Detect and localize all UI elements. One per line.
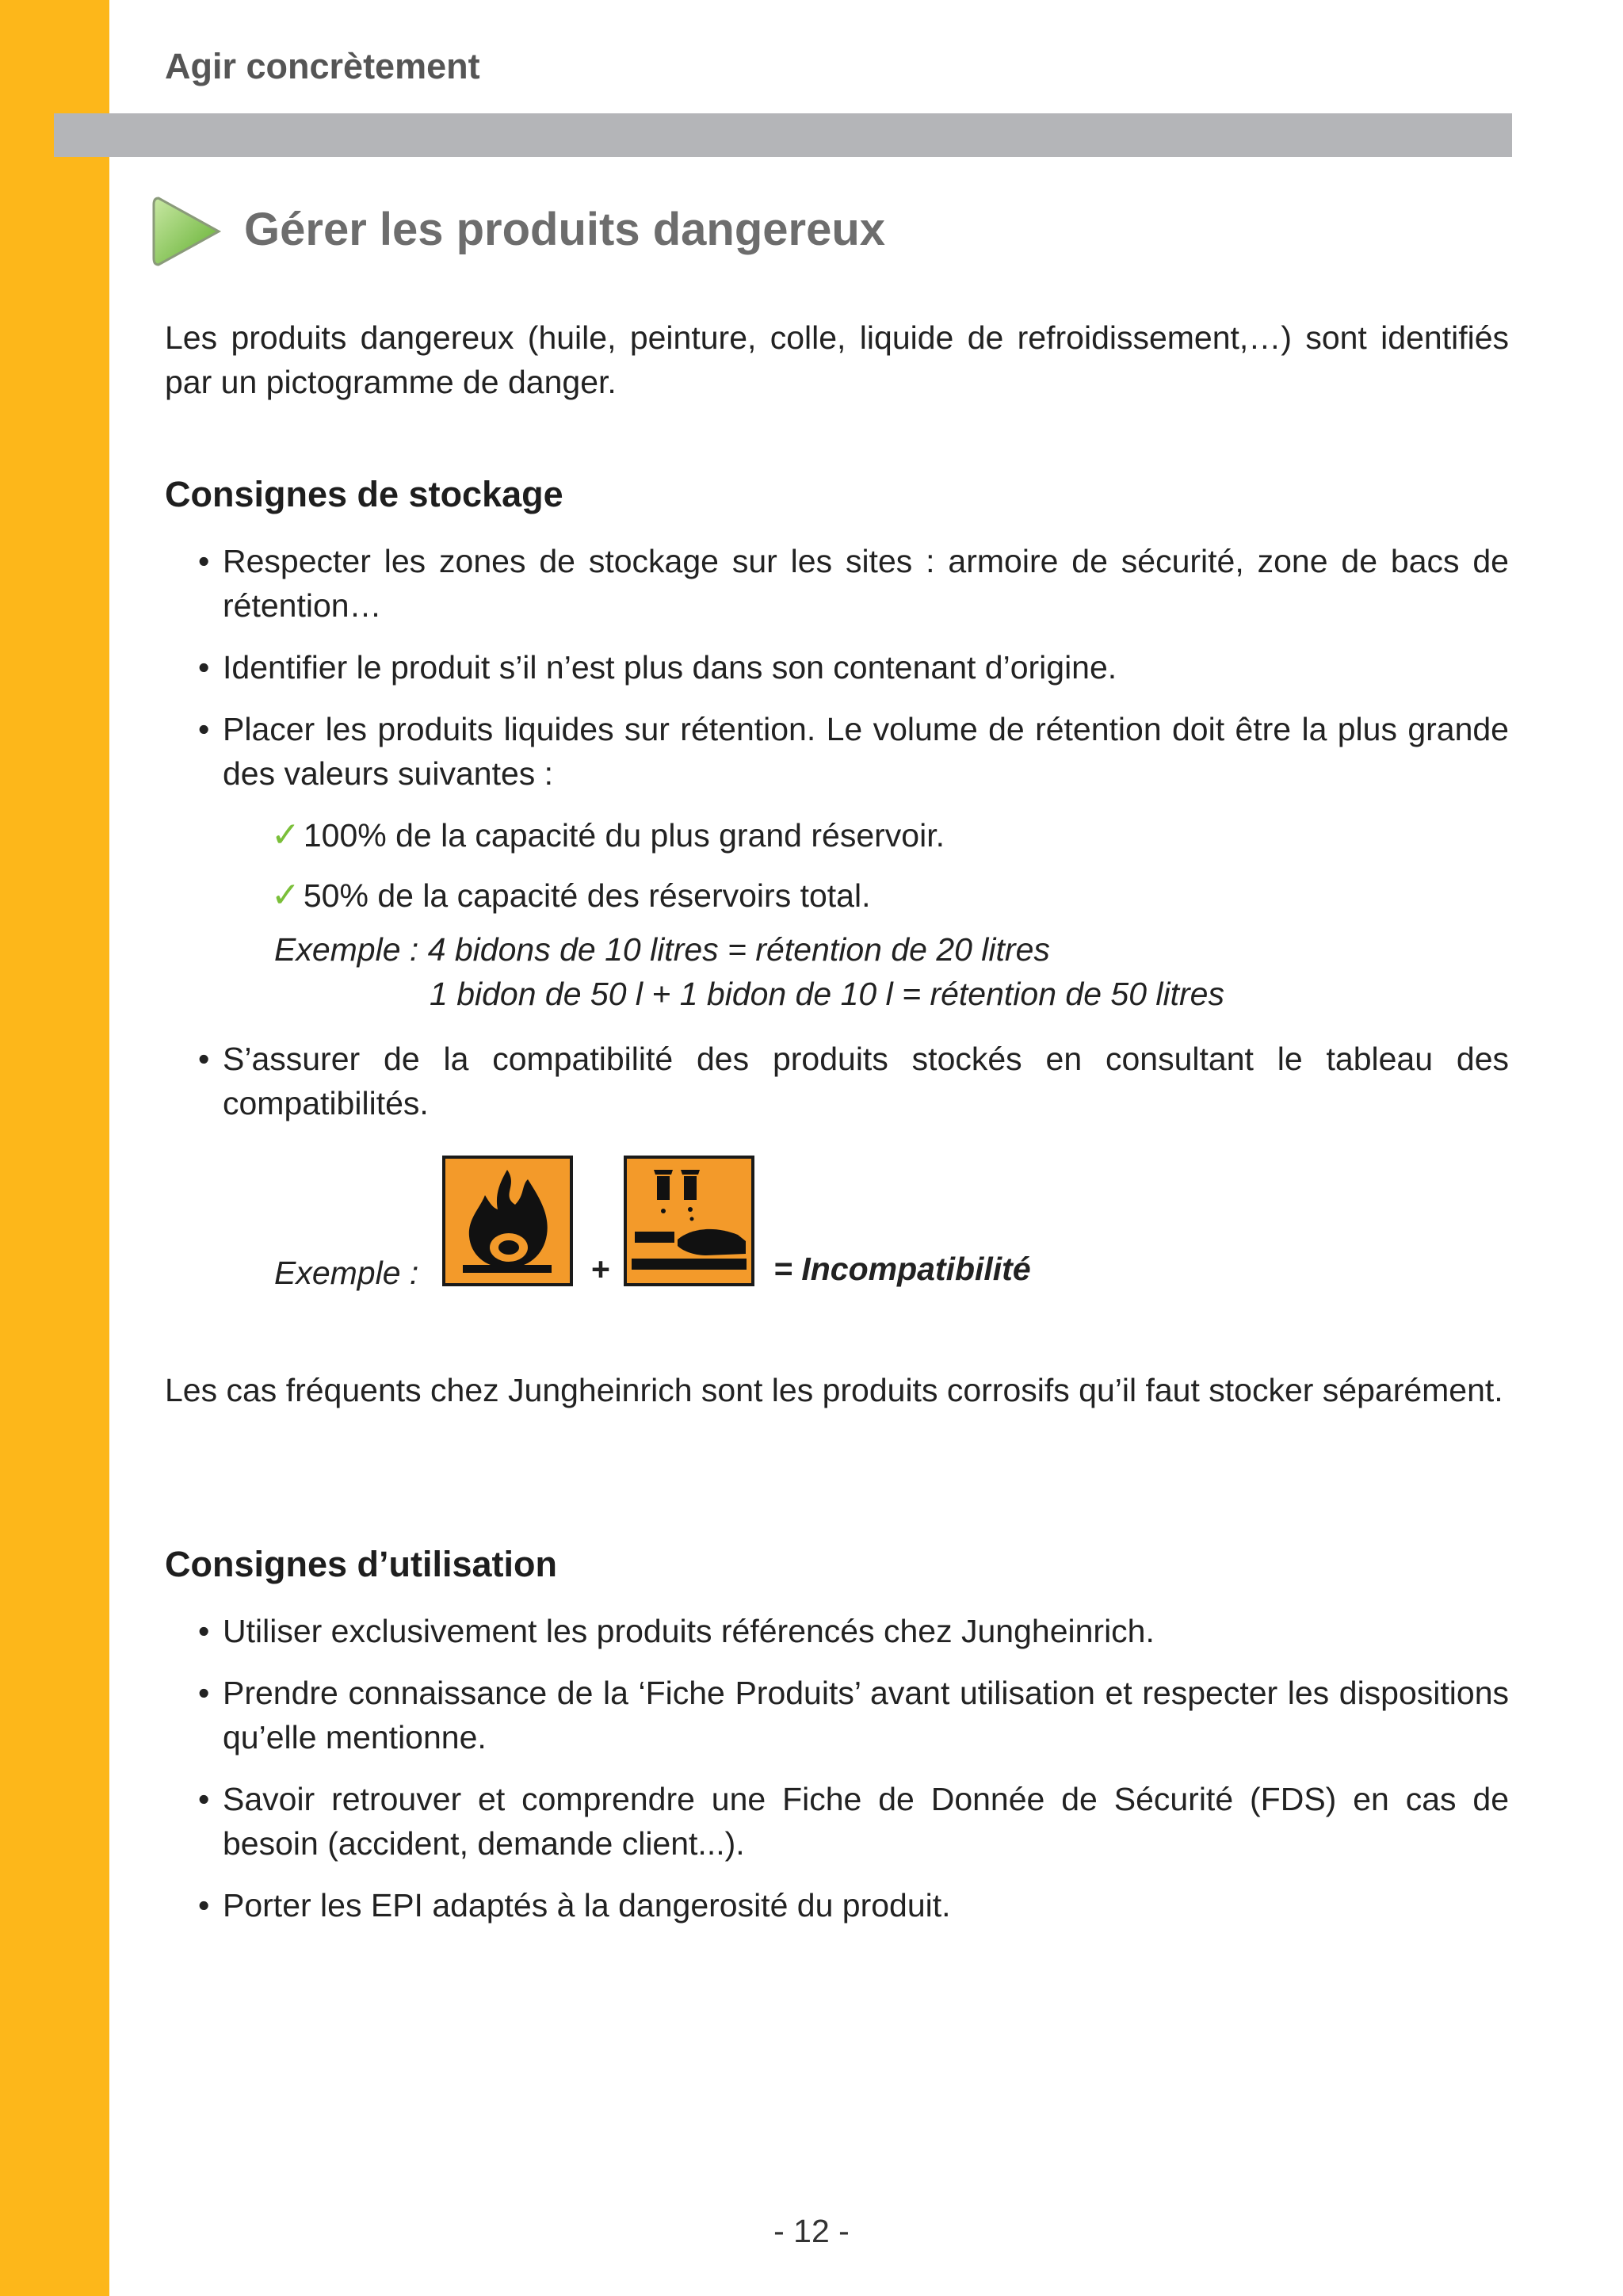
- list-item: • Identifier le produit s’il n’est plus dans son contenant d’origine.: [198, 649, 1117, 686]
- page-number: - 12 -: [773, 2213, 850, 2249]
- flammable-pictogram: [442, 1156, 573, 1286]
- flame-icon: [445, 1159, 570, 1283]
- corrosive-note: [165, 1368, 1509, 1412]
- header-divider-bar: [54, 113, 1512, 157]
- corrosive-note-text: Les cas fréquents chez Jungheinrich sont les produits corrosifs qu’il faut stocker séparément.: [165, 1372, 1503, 1408]
- check-item: ✓100% de la capacité du plus grand réservoir.: [271, 816, 945, 854]
- list-item: • Utiliser exclusivement les produits référencés chez Jungheinrich.: [198, 1613, 1155, 1649]
- list-item: • Placer les produits liquides sur rétention. Le volume de rétention doit être la plus grande des valeurs suivantes :: [198, 711, 1509, 792]
- checkmark-icon: ✓: [271, 816, 300, 854]
- example-line-1: Exemple : 4 bidons de 10 litres = rétention de 20 litres: [274, 931, 1050, 968]
- checkmark-icon: ✓: [271, 876, 300, 915]
- list-item: • Porter les EPI adaptés à la dangerosité du produit.: [198, 1887, 951, 1924]
- side-accent-bar: [0, 0, 109, 2296]
- corrosive-pictogram: [624, 1156, 754, 1286]
- stockage-list: [165, 539, 1509, 1143]
- stockage-heading: Consignes de stockage: [165, 474, 563, 514]
- play-arrow-icon: [152, 195, 223, 268]
- incompatibility-label: = Incompatibilité: [773, 1251, 1031, 1287]
- section-title: Gérer les produits dangereux: [244, 204, 886, 255]
- list-item: • Prendre connaissance de la ‘Fiche Produits’ avant utilisation et respecter les dispositions qu’elle mentionne.: [198, 1675, 1509, 1755]
- plus-sign: +: [591, 1251, 610, 1287]
- list-item: • Respecter les zones de stockage sur les sites : armoire de sécurité, zone de bacs de rétention…: [198, 543, 1509, 624]
- utilisation-list: [165, 1609, 1509, 1945]
- corrosive-icon: [627, 1159, 751, 1283]
- example-line-2: 1 bidon de 50 l + 1 bidon de 10 l = rétention de 50 litres: [430, 976, 1224, 1012]
- list-item: • Savoir retrouver et comprendre une Fiche de Donnée de Sécurité (FDS) en cas de besoin (accident, demande client...).: [198, 1781, 1509, 1862]
- check-item: ✓50% de la capacité des réservoirs total.: [271, 876, 871, 915]
- list-item: • S’assurer de la compatibilité des produits stockés en consultant le tableau des compatibilités.: [198, 1041, 1509, 1121]
- intro-paragraph: [165, 315, 1509, 404]
- utilisation-heading: Consignes d’utilisation: [165, 1544, 558, 1584]
- picto-example-label: Exemple :: [274, 1255, 419, 1291]
- page-header-title: Agir concrètement: [165, 46, 480, 86]
- intro-text: Les produits dangereux (huile, peinture, colle, liquide de refroidissement,…) sont identifiés par un pictogramme de danger.: [165, 319, 1509, 400]
